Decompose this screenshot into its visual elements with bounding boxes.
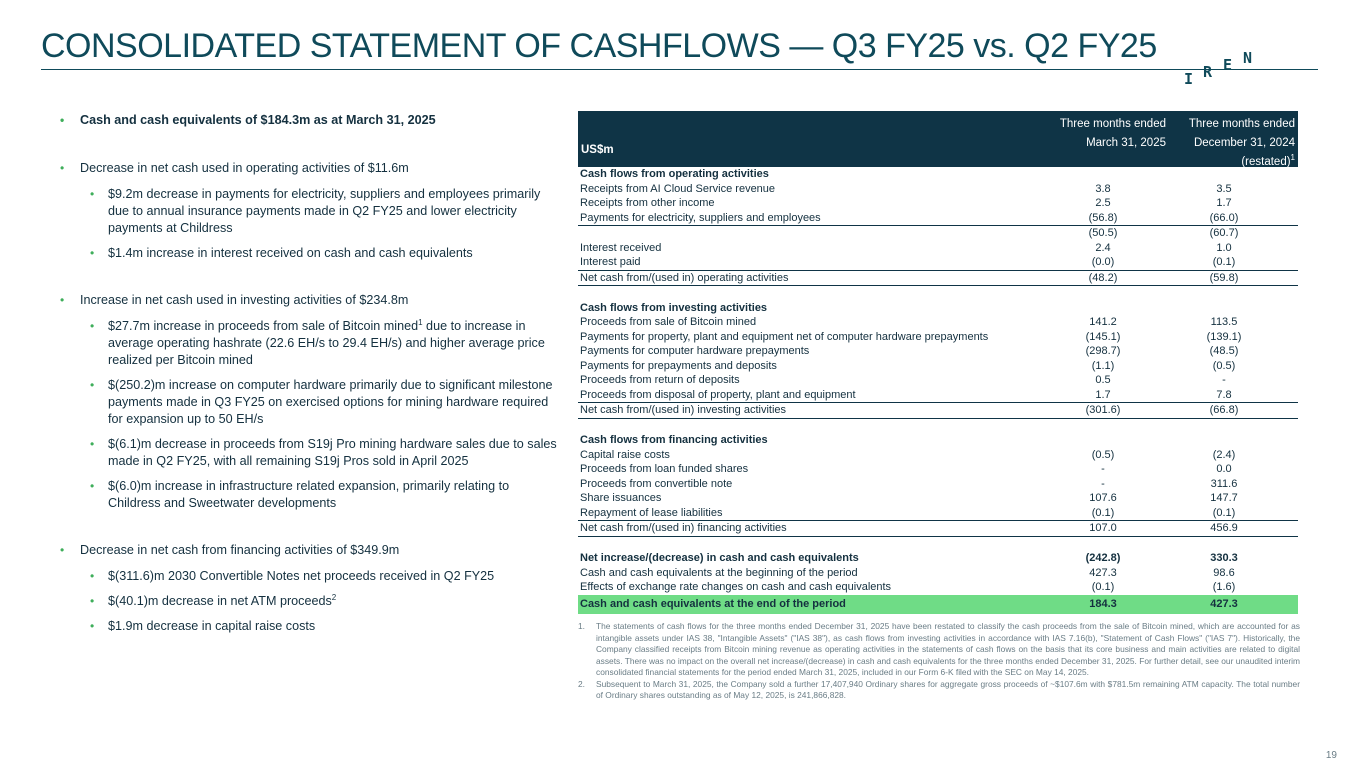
- row-label: Net cash from/(used in) financing activities: [580, 522, 787, 534]
- footnote-number: 2.: [578, 678, 585, 689]
- row-label: Receipts from other income: [580, 197, 715, 209]
- value-q3: 2.5: [1095, 197, 1111, 209]
- table-row: [578, 196, 1298, 211]
- bullet-text: due to increase in average operating hashrate (22.6 EH/s to 29.4 EH/s) and higher average price realized per Bitcoin mined: [108, 319, 545, 367]
- row-label: Effects of exchange rate changes on cash and cash equivalents: [580, 581, 892, 593]
- bullet-item: • Increase in net cash used in investing activities of $234.8m: [60, 292, 560, 309]
- logo-letter: R: [1203, 63, 1213, 81]
- value-q2: (48.5): [1209, 345, 1239, 357]
- table-row: [578, 271, 1298, 287]
- value-q3: (0.0): [1091, 256, 1115, 268]
- value-q2: 456.9: [1210, 522, 1238, 534]
- table-row: [578, 462, 1298, 477]
- value-q3: (298.7): [1085, 345, 1121, 357]
- row-label: Repayment of lease liabilities: [580, 506, 723, 519]
- footnotes: [578, 621, 1300, 702]
- value-q3: 1.7: [1095, 388, 1111, 401]
- column-header-q2: [1165, 115, 1295, 172]
- row-label: Cash flows from operating activities: [580, 168, 769, 180]
- table-row: [578, 167, 1298, 182]
- bullet-item: • Decrease in net cash used in operating activities of $11.6m: [60, 160, 560, 177]
- table-row: [578, 388, 1298, 404]
- table-row: [578, 448, 1298, 463]
- value-q3: 107.6: [1089, 492, 1117, 504]
- value-q3: (242.8): [1085, 552, 1121, 564]
- value-q3: 3.8: [1095, 182, 1111, 195]
- table-row: [578, 226, 1298, 241]
- value-q2: (2.4): [1212, 448, 1236, 461]
- sub-bullet-item: • $(311.6)m 2030 Convertible Notes net proceeds received in Q2 FY25: [90, 568, 560, 585]
- value-q2: 7.8: [1216, 388, 1232, 401]
- value-q2: (66.0): [1209, 211, 1239, 224]
- sub-bullet-item: • $1.9m decrease in capital raise costs: [90, 618, 560, 635]
- table-row: [578, 359, 1298, 374]
- value-q3: -: [1101, 463, 1105, 475]
- row-label: Payments for prepayments and deposits: [580, 359, 777, 372]
- column-header-line: Three months ended: [1059, 118, 1166, 130]
- table-row: [578, 491, 1298, 506]
- summary-bullets: [60, 112, 560, 635]
- table-row: [578, 241, 1298, 256]
- value-q2: -: [1222, 374, 1226, 386]
- value-q2: 330.3: [1210, 552, 1238, 564]
- value-q2: (1.6): [1212, 581, 1236, 593]
- value-q2: (139.1): [1206, 330, 1242, 343]
- row-label: Interest received: [580, 241, 662, 254]
- row-label: Proceeds from disposal of property, plant and equipment: [580, 388, 856, 401]
- sub-bullet-item: • $(6.1)m decrease in proceeds from S19j Pro mining hardware sales due to sales made in Q2 FY25, with all remaining S19j Pros sold in April 2025: [90, 436, 560, 470]
- cashflow-table: [578, 111, 1298, 614]
- row-label: Proceeds from convertible note: [580, 477, 733, 490]
- sub-bullet-item: • $9.2m decrease in payments for electricity, suppliers and employees primarily due to annual insurance payments made in Q2 FY25 and lower electricity payments at Childress: [90, 186, 560, 237]
- value-q3: (145.1): [1085, 330, 1121, 343]
- table-row: [578, 373, 1298, 388]
- value-q2: 427.3: [1210, 597, 1238, 610]
- page-title: CONSOLIDATED STATEMENT OF CASHFLOWS — Q3 FY25 vs. Q2 FY25: [41, 27, 1157, 65]
- title-divider: [41, 69, 1318, 70]
- footnote: [578, 621, 1300, 679]
- value-q3: (1.1): [1091, 359, 1115, 372]
- value-q2: 98.6: [1213, 566, 1235, 579]
- table-row: [578, 566, 1298, 581]
- row-label: Receipts from AI Cloud Service revenue: [580, 182, 776, 195]
- table-body: [578, 167, 1298, 614]
- footnote-text: Subsequent to March 31, 2025, the Company sold a further 17,407,940 Ordinary shares for aggregate gross proceeds of ~$107.6m with $781.5m remaining ATM capacity. The total number of Ordinary shares outstanding as of May 12, 2025, is 241,866,828.: [596, 678, 1300, 700]
- value-q2: (0.1): [1212, 256, 1236, 268]
- sub-bullet-item: • $(6.0)m increase in infrastructure related expansion, primarily relating to Childress and Sweetwater developments: [90, 478, 560, 512]
- table-header: [578, 111, 1298, 167]
- footnote-text: The statements of cash flows for the three months ended December 31, 2025 have been restated to classify the cash proceeds from the sale of Bitcoin mined, which are accounted for as intangible assets under IAS 38, "Intangible Assets" ("IAS 38"), as cash flows from investing activities in accordance with IAS 7.16(b), "Statement of Cash Flows" ("IAS 7"). Historically, the Company classified receipts from Bitcoin mining revenue as operating activities in the statements of cash flows on the basis that its core business and main activities are related to digital assets. There was no impact on the overall net increase/(decrease) in cash and cash equivalents for the three months ended December 31, 2025. For further detail, see our unaudited interim consolidated financial statements for the period ended March 31, 2025, included in our Form 6-K filed with the SEC on May 14, 2025.: [596, 621, 1300, 677]
- footnote-ref: 1: [1290, 153, 1295, 163]
- value-q3: -: [1101, 477, 1105, 490]
- row-label: Proceeds from loan funded shares: [580, 463, 749, 475]
- row-label: Net increase/(decrease) in cash and cash equivalents: [580, 552, 859, 564]
- value-q3: (0.1): [1091, 506, 1115, 519]
- table-row: [578, 580, 1298, 595]
- row-label: Payments for property, plant and equipment net of computer hardware prepayments: [580, 330, 989, 343]
- value-q2: (60.7): [1209, 227, 1239, 239]
- table-spacer: [578, 286, 1298, 301]
- footnote-ref: 1: [418, 317, 423, 327]
- table-row: [578, 403, 1298, 419]
- value-q2: (66.8): [1209, 404, 1239, 416]
- row-label: Interest paid: [580, 256, 641, 268]
- value-q3: (48.2): [1088, 271, 1118, 284]
- row-label: Net cash from/(used in) operating activities: [580, 271, 789, 284]
- column-header-line: March 31, 2025: [1086, 137, 1166, 149]
- value-q2: 3.5: [1216, 182, 1232, 195]
- value-q2: 113.5: [1210, 316, 1238, 328]
- table-row: [578, 301, 1298, 316]
- value-q2: (59.8): [1209, 271, 1239, 284]
- unit-label: US$m: [581, 144, 614, 156]
- value-q3: 427.3: [1089, 566, 1117, 579]
- value-q2: (0.5): [1212, 359, 1236, 372]
- column-header-line: Three months ended: [1188, 118, 1295, 130]
- logo-letter: E: [1223, 56, 1233, 74]
- value-q2: 147.7: [1210, 492, 1238, 504]
- table-row: [578, 551, 1298, 566]
- table-row: [578, 211, 1298, 227]
- value-q3: (0.5): [1091, 448, 1115, 461]
- bullet-text: $(40.1)m decrease in net ATM proceeds: [108, 594, 332, 608]
- value-q3: (0.1): [1091, 581, 1115, 593]
- table-row: [578, 344, 1298, 359]
- table-spacer: [578, 419, 1298, 434]
- value-q2: 0.0: [1216, 463, 1232, 475]
- logo-letter: N: [1243, 49, 1253, 67]
- value-q2: 1.0: [1216, 241, 1232, 254]
- restated-label: (restated): [1241, 156, 1291, 168]
- bullet-text: $27.7m increase in proceeds from sale of Bitcoin mined: [108, 319, 419, 333]
- row-label: Payments for electricity, suppliers and employees: [580, 211, 821, 224]
- value-q3: 184.3: [1089, 597, 1117, 610]
- value-q2: 1.7: [1216, 197, 1232, 209]
- row-label: Proceeds from return of deposits: [580, 374, 740, 386]
- value-q3: (50.5): [1088, 227, 1118, 239]
- bullet-item: • Cash and cash equivalents of $184.3m as at March 31, 2025: [60, 112, 560, 129]
- row-label: Share issuances: [580, 492, 662, 504]
- table-row: [578, 477, 1298, 492]
- row-label: Payments for computer hardware prepayments: [580, 345, 810, 357]
- table-row: [578, 506, 1298, 522]
- table-row: [578, 255, 1298, 271]
- bullet-item: • Decrease in net cash from financing activities of $349.9m: [60, 542, 560, 559]
- footnote-number: 1.: [578, 621, 585, 631]
- sub-bullet-item: • $1.4m increase in interest received on cash and cash equivalents: [90, 245, 560, 262]
- sub-bullet-item: [90, 593, 560, 610]
- table-row: [578, 433, 1298, 448]
- row-label: Cash flows from financing activities: [580, 434, 768, 446]
- row-label: Net cash from/(used in) investing activities: [580, 404, 787, 416]
- value-q3: 107.0: [1089, 522, 1117, 534]
- value-q2: (0.1): [1212, 506, 1236, 519]
- table-row: [578, 315, 1298, 330]
- table-row: [578, 521, 1298, 537]
- iren-logo: [1180, 48, 1260, 92]
- column-header-line: December 31, 2024: [1193, 137, 1295, 149]
- table-row: [578, 595, 1298, 614]
- footnote-ref: 2: [331, 592, 337, 602]
- row-label: Cash flows from investing activities: [580, 301, 768, 314]
- value-q3: 2.4: [1095, 241, 1111, 254]
- sub-bullet-item: • $(250.2)m increase on computer hardware primarily due to significant milestone payments made in Q3 FY25 on exercised options for mining hardware required for expansion up to 50 EH/s: [90, 377, 560, 428]
- sub-bullet-item: [90, 318, 560, 369]
- column-header-q3: [1036, 115, 1166, 153]
- logo-letter: I: [1184, 70, 1194, 88]
- value-q3: (56.8): [1088, 211, 1118, 224]
- value-q2: 311.6: [1210, 477, 1238, 490]
- row-label: Cash and cash equivalents at the end of the period: [580, 597, 846, 610]
- table-spacer: [578, 537, 1298, 552]
- row-label: Proceeds from sale of Bitcoin mined: [580, 316, 757, 328]
- row-label: Cash and cash equivalents at the beginning of the period: [580, 566, 858, 579]
- page-number: 19: [1325, 750, 1337, 761]
- table-row: [578, 330, 1298, 345]
- value-q3: 141.2: [1089, 316, 1117, 328]
- value-q3: 0.5: [1095, 374, 1111, 386]
- table-row: [578, 182, 1298, 197]
- row-label: Capital raise costs: [580, 448, 670, 461]
- footnote: [578, 679, 1300, 702]
- value-q3: (301.6): [1085, 404, 1121, 416]
